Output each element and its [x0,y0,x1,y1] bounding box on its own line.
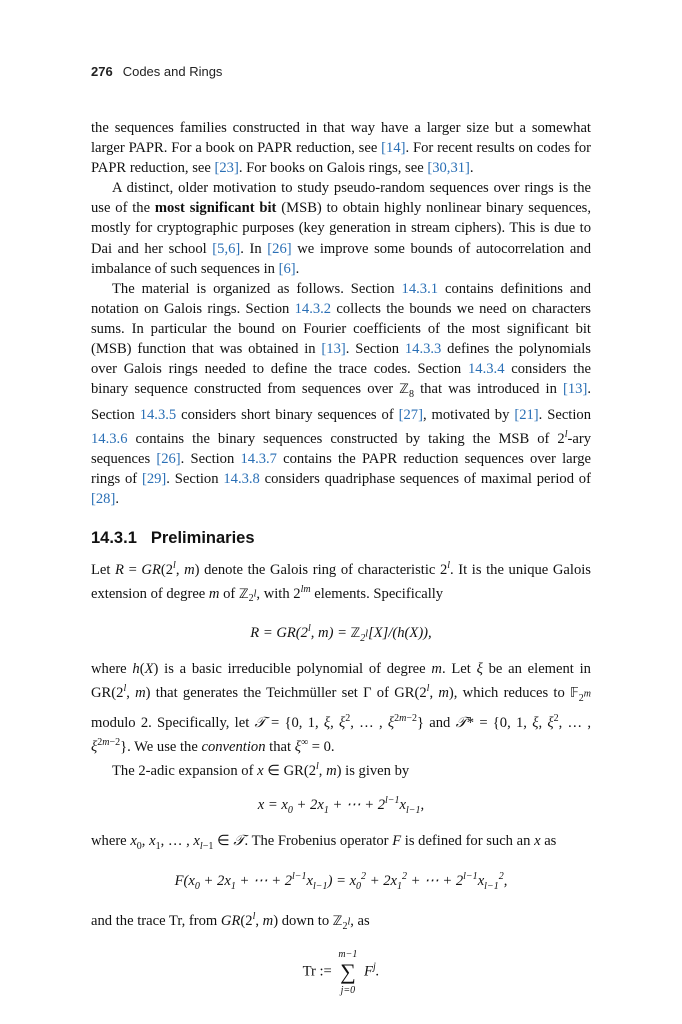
citation-link[interactable]: [6] [278,260,296,277]
citation-link[interactable]: [30,31] [427,160,470,177]
citation-link[interactable]: [28] [91,491,116,508]
section-link[interactable]: 14.3.3 [404,341,442,358]
citation-link[interactable]: [23] [214,160,239,177]
running-title: Codes and Rings [122,64,223,79]
citation-link[interactable]: [26] [267,240,292,257]
equation-frobenius: $F(x_0 + 2x_1$ + ⋯ + $2^{l-1}x_{l-1}) = x_0^2 + 2x_1^2$ + ⋯ + $2^{l-1}x_{l-1}^2$, [174,870,508,892]
section-link[interactable]: 14.3.7 [240,451,277,468]
paragraph-2: A distinct, older motivation to study pseudo-random sequences over rings is the use of the most significant bit (MSB) to obtain highly nonlinear binary sequences, mostly for cryptographic purposes (key generation in stream ciphers). This is due to Dai and her school [5,6]. In [26] we improve some bounds of autocorrelation and imbalance of such sequences in [6]. [91,180,592,277]
section-link[interactable]: 14.3.6 [91,431,128,448]
emphasis-convention: convention [201,739,266,756]
page-number: 276 [91,64,113,79]
section-number: 14.3.1 [91,528,137,547]
equation-2adic-expansion: $x = x_0 + 2x_1$ + ⋯ + $2^{l-1}x_{l-1}$, [257,795,425,816]
paragraph-8: and the trace Tr, from GR(2$^l$, m) down to ℤ$_{2^l}$, as [91,910,370,932]
equation-ring-definition: $R = GR(2^l$, m) = ℤ$_{2^l}$[X]/(h(X)), [250,623,432,645]
section-title: Preliminaries [150,528,255,547]
paragraph-4: Let $R = GR(2^l$, m) denote the Galois ring of characteristic 2$^l$. It is the unique Galois extension of degree m of ℤ$_{2^l}$, with $2^{lm}$ elements. Specifically [91,559,591,605]
paragraph-5: where h(X) is a basic irreducible polynomial of degree m. Let ξ be an element in GR(2$^l$, m) that generates the Teichmüller set Γ of GR(2$^l$, m), which reduces to 𝔽$_{2^m}$ modulo 2. Specifically, let 𝒯 = {0, 1, ξ, $\xi^2$, … , $\xi^{2m-2}$} and 𝒯* = {0, 1, ξ, $\xi^2$, … , $\xi^{2m-2}$}. We use the convention that ξ∞ = 0. [91,661,592,756]
citation-link[interactable]: [13] [563,381,588,398]
citation-link[interactable]: [5,6] [212,240,241,257]
paragraph-3: The material is organized as follows. Section 14.3.1 contains definitions and notation on Galois rings. Section 14.3.2 collects the bounds we need on characters sums. In particular the bound on Fourier coefficients of the most significant bit (MSB) function that was obtained in [13]. Section 14.3.3 defines the polynomials over Galois rings needed to define the trace codes. Section 14.3.4 considers the binary sequence constructed from sequences over ℤ$_8$ that was introduced in [13]. Section 14.3.5 considers short binary sequences of [27], motivated by [21]. Section 14.3.6 contains the binary sequences constructed by taking the MSB of 2$^l$-ary sequences [26]. Section 14.3.7 contains the PAPR reduction sequences over large rings of [29]. Section 14.3.8 considers quadriphase sequences of maximal period of [28]. [91,280,591,508]
citation-link[interactable]: [21] [514,407,539,424]
paragraph-6: The 2-adic expansion of x ∈ GR(2$^l$, m) is given by [112,761,410,780]
citation-link[interactable]: [29] [141,471,167,488]
section-link[interactable]: 14.3.4 [468,361,505,378]
paragraph-7: where $x_0$, $x_1$, … , $x_{l-1}$ ∈ 𝒯. The Frobenius operator F is defined for such an x as [91,832,557,852]
paragraph-1: the sequences families constructed in that way have a larger size but a somewhat larger PAPR. For a book on PAPR reduction, see [14]. For recent results on codes for PAPR reduction, see [23]. For books on Galois rings, see [30,31]. [91,120,591,177]
body-text [91,118,591,1007]
section-link[interactable]: 14.3.5 [139,407,177,424]
equation-trace: Tr := m−1 ∑ j=0 $F^j$. [302,948,380,996]
citation-link[interactable]: [14] [381,140,406,157]
citation-link[interactable]: [27] [398,407,423,424]
section-link[interactable]: 14.3.8 [223,471,260,488]
section-link[interactable]: 14.3.2 [294,300,332,317]
citation-link[interactable]: [26] [156,451,181,468]
section-heading [91,528,591,548]
citation-link[interactable]: [13] [321,341,346,358]
section-link[interactable]: 14.3.1 [401,280,439,297]
emphasis-msb: most significant bit [154,200,277,217]
running-header [91,64,222,79]
